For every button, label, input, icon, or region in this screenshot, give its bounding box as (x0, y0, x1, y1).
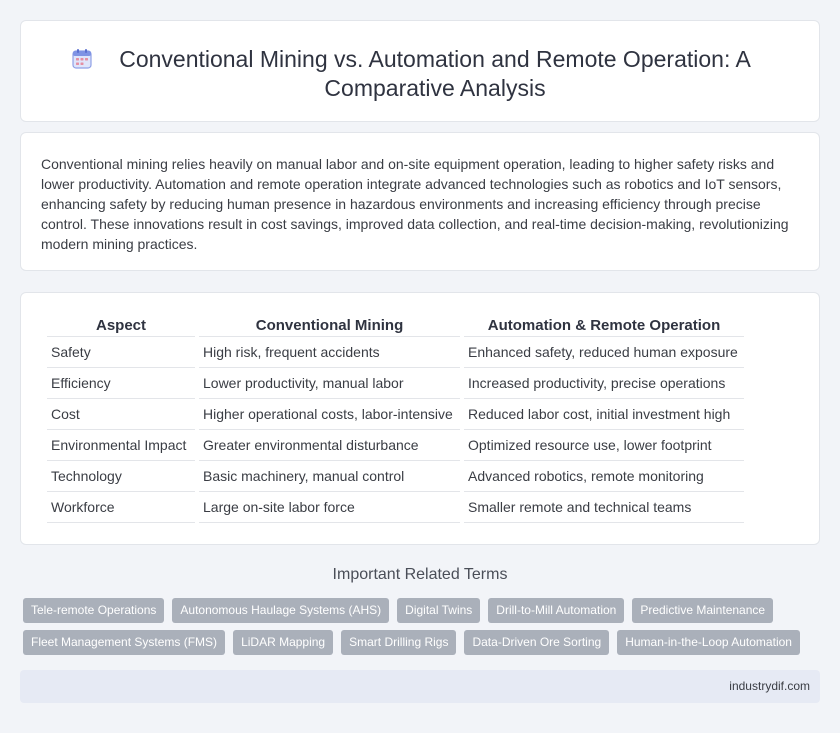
related-term-tag[interactable]: Digital Twins (397, 598, 480, 623)
related-term-tag[interactable]: Fleet Management Systems (FMS) (23, 630, 225, 655)
related-term-tag[interactable]: LiDAR Mapping (233, 630, 333, 655)
table-cell: Large on-site labor force (199, 492, 460, 523)
table-row (47, 399, 744, 430)
table-row (47, 461, 744, 492)
table-cell: Lower productivity, manual labor (199, 368, 460, 399)
header-conventional: Conventional Mining (199, 315, 460, 337)
table-cell: Higher operational costs, labor-intensive (199, 399, 460, 430)
table-cell: Safety (47, 337, 195, 368)
related-term-tag[interactable]: Autonomous Haulage Systems (AHS) (172, 598, 389, 623)
footer (20, 670, 820, 703)
related-term-tag[interactable]: Tele-remote Operations (23, 598, 164, 623)
intro-paragraph: Conventional mining relies heavily on manual labor and on-site equipment operation, leading to higher safety risks and lower productivity. Automation and remote operation integrate advanced technologies such as robotics and IoT sensors, enhancing safety by reducing human presence in hazardous environments and increasing efficiency through precise control. These innovations result in cost savings, improved data collection, and real-time decision-making, revolutionizing modern mining practices. (41, 156, 789, 252)
table-row (47, 368, 744, 399)
table-cell: Environmental Impact (47, 430, 195, 461)
related-term-tag[interactable]: Predictive Maintenance (632, 598, 773, 623)
table-cell: Greater environmental disturbance (199, 430, 460, 461)
table-cell: High risk, frequent accidents (199, 337, 460, 368)
table-cell: Technology (47, 461, 195, 492)
table-cell: Advanced robotics, remote monitoring (464, 461, 744, 492)
page-title: Conventional Mining vs. Automation and Remote Operation: A Comparative Analysis (119, 46, 751, 101)
table-cell: Basic machinery, manual control (199, 461, 460, 492)
table-cell: Efficiency (47, 368, 195, 399)
table-header-row (47, 315, 744, 337)
table-row (47, 430, 744, 461)
header-aspect: Aspect (47, 315, 195, 337)
table-cell: Cost (47, 399, 195, 430)
comparison-table (43, 315, 748, 523)
related-term-tag[interactable]: Data-Driven Ore Sorting (464, 630, 609, 655)
table-row (47, 492, 744, 523)
comparison-card (20, 292, 820, 545)
table-cell: Optimized resource use, lower footprint (464, 430, 744, 461)
related-terms-title: Important Related Terms (332, 566, 508, 583)
header-automation: Automation & Remote Operation (464, 315, 744, 337)
intro-card (20, 132, 820, 271)
related-term-tag[interactable]: Smart Drilling Rigs (341, 630, 456, 655)
related-term-tag[interactable]: Human-in-the-Loop Automation (617, 630, 800, 655)
table-cell: Enhanced safety, reduced human exposure (464, 337, 744, 368)
related-terms-list (23, 598, 823, 655)
title-card (20, 20, 820, 122)
related-term-tag[interactable]: Drill-to-Mill Automation (488, 598, 624, 623)
footer-site-link[interactable]: industrydif.com (729, 679, 810, 693)
table-row (47, 337, 744, 368)
table-cell: Increased productivity, precise operations (464, 368, 744, 399)
table-cell: Smaller remote and technical teams (464, 492, 744, 523)
table-cell: Workforce (47, 492, 195, 523)
table-cell: Reduced labor cost, initial investment high (464, 399, 744, 430)
